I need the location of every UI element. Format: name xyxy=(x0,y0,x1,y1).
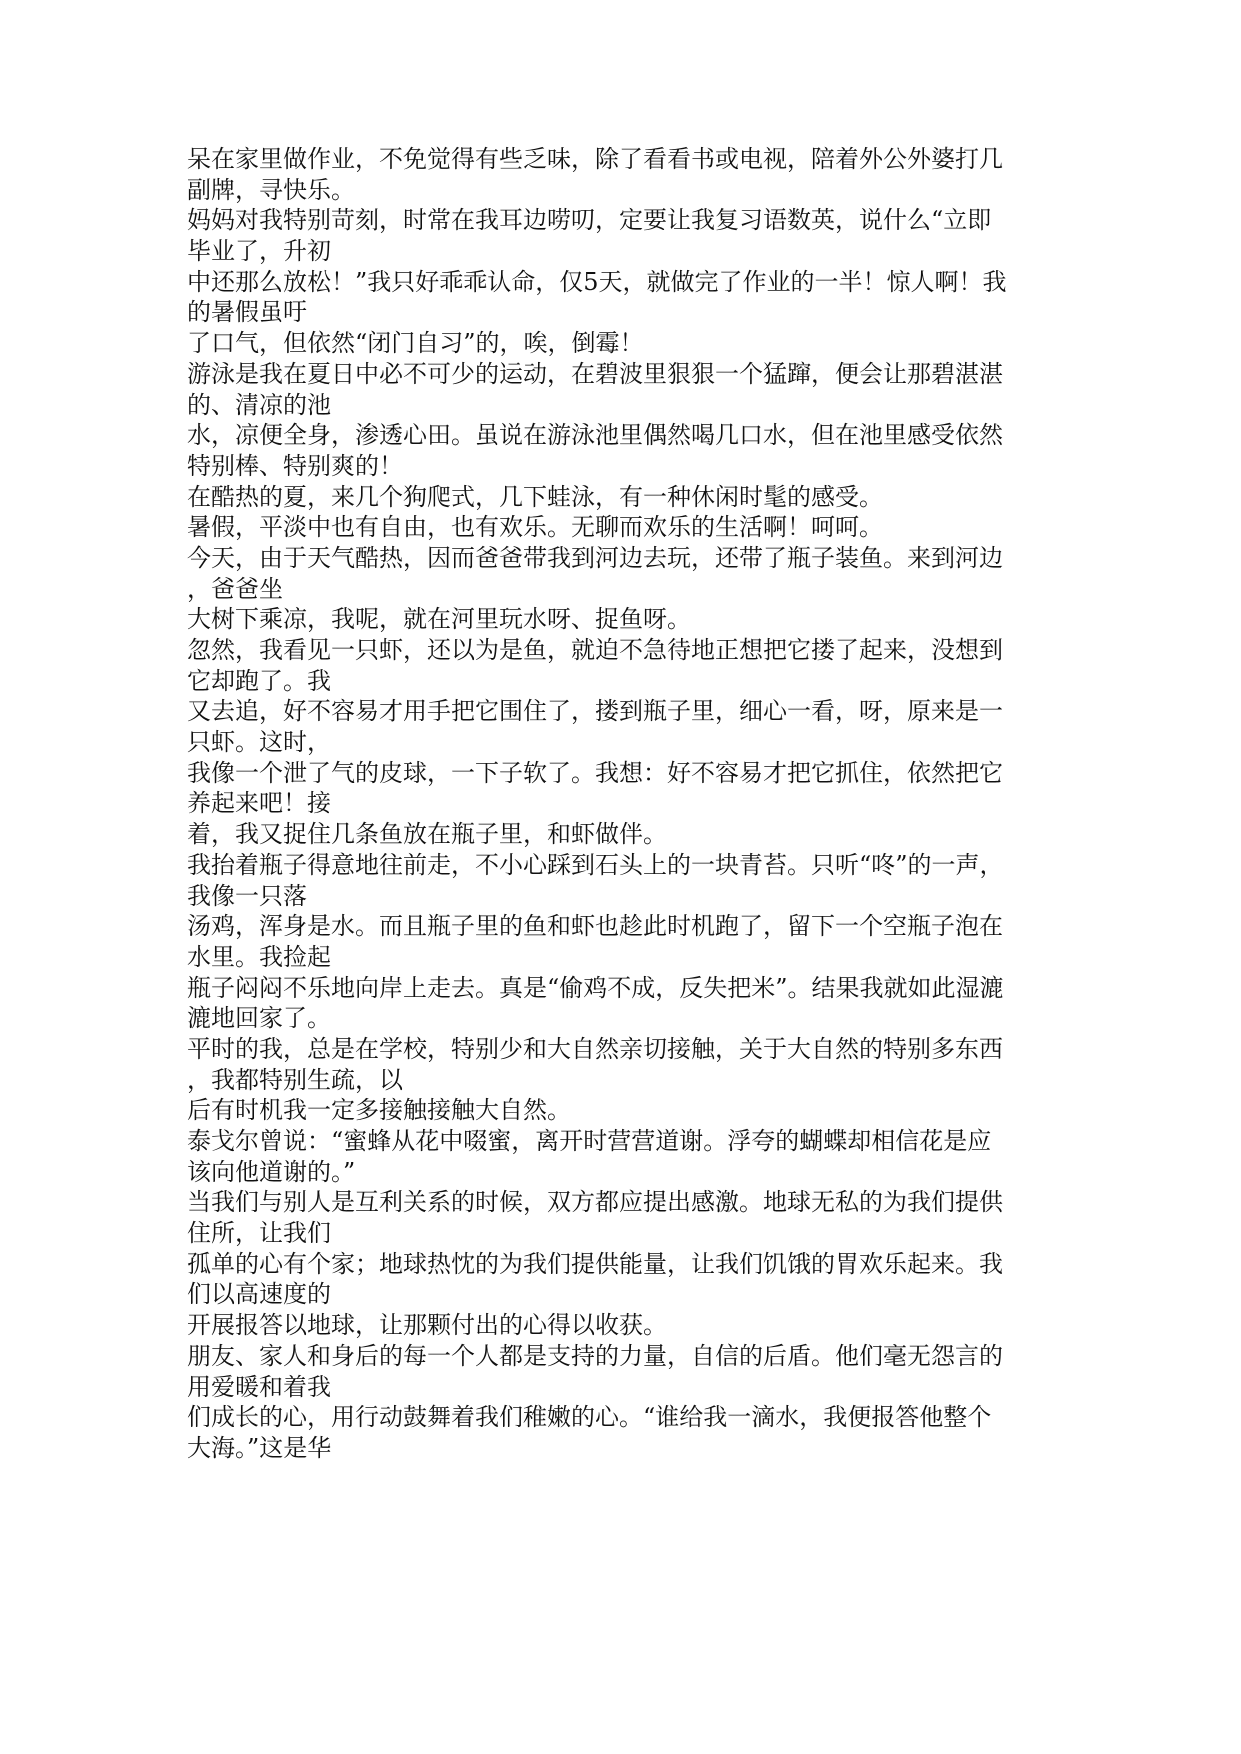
text-line: 住所，让我们 xyxy=(187,1219,331,1248)
text-line: 了口气，但依然“闭门自习”的，唉，倒霉！ xyxy=(187,329,644,358)
text-line: 当我们与别人是互利关系的时候，双方都应提出感激。地球无私的为我们提供 xyxy=(187,1188,1003,1217)
text-line: 在酷热的夏，来几个狗爬式，几下蛙泳，有一种休闲时髦的感受。 xyxy=(187,482,883,511)
text-line: 养起来吧！接 xyxy=(187,789,331,818)
document-body xyxy=(187,144,1057,1464)
text-line: 的、清凉的池 xyxy=(187,390,331,419)
text-line: 漉地回家了。 xyxy=(187,1004,331,1033)
text-line: 孤单的心有个家；地球热忱的为我们提供能量，让我们饥饿的胃欢乐起来。我 xyxy=(187,1249,1003,1278)
text-line: 水，凉便全身，渗透心田。虽说在游泳池里偶然喝几口水，但在池里感受依然 xyxy=(187,421,1003,450)
text-line: 汤鸡，浑身是水。而且瓶子里的鱼和虾也趁此时机跑了，留下一个空瓶子泡在 xyxy=(187,912,1003,941)
text-line: 特别棒、特别爽的！ xyxy=(187,451,403,480)
text-line: 的暑假虽吁 xyxy=(187,298,307,327)
text-line: 暑假，平淡中也有自由，也有欢乐。无聊而欢乐的生活啊！呵呵。 xyxy=(187,513,883,542)
text-line: 水里。我捡起 xyxy=(187,942,331,971)
text-line: 中还那么放松！”我只好乖乖认命，仅5天，就做完了作业的一半！惊人啊！我 xyxy=(187,267,1007,296)
text-line: 它却跑了。我 xyxy=(187,666,331,695)
text-line: 大树下乘凉，我呢，就在河里玩水呀、捉鱼呀。 xyxy=(187,605,691,634)
text-line: 妈妈对我特别苛刻，时常在我耳边唠叨，定要让我复习语数英，说什么“立即 xyxy=(187,206,992,235)
text-line: 毕业了，升初 xyxy=(187,237,331,266)
text-line: 用爱暖和着我 xyxy=(187,1372,331,1401)
text-line: 我抬着瓶子得意地往前走，不小心踩到石头上的一块青苔。只听“咚”的一声， xyxy=(187,850,1004,879)
text-line: 又去追，好不容易才用手把它围住了，搂到瓶子里，细心一看，呀，原来是一 xyxy=(187,697,1003,726)
text-line: 今天，由于天气酷热，因而爸爸带我到河边去玩，还带了瓶子装鱼。来到河边 xyxy=(187,543,1003,572)
text-line: 开展报答以地球，让那颗付出的心得以收获。 xyxy=(187,1311,667,1340)
text-line: ，爸爸坐 xyxy=(187,574,283,603)
text-line: 我像一个泄了气的皮球，一下子软了。我想：好不容易才把它抓住，依然把它 xyxy=(187,758,1003,787)
text-line: 瓶子闷闷不乐地向岸上走去。真是“偷鸡不成，反失把米”。结果我就如此湿漉 xyxy=(187,973,1004,1002)
text-line: 朋友、家人和身后的每一个人都是支持的力量，自信的后盾。他们毫无怨言的 xyxy=(187,1341,1003,1370)
text-line: ，我都特别生疏，以 xyxy=(187,1065,403,1094)
text-line: 忽然，我看见一只虾，还以为是鱼，就迫不急待地正想把它搂了起来，没想到 xyxy=(187,636,1003,664)
text-line: 大海。”这是华 xyxy=(187,1433,332,1462)
text-line: 后有时机我一定多接触接触大自然。 xyxy=(187,1096,571,1125)
text-line: 们成长的心，用行动鼓舞着我们稚嫩的心。“谁给我一滴水，我便报答他整个 xyxy=(187,1403,992,1432)
text-line: 们以高速度的 xyxy=(187,1280,331,1309)
text-line: 只虾。这时， xyxy=(187,728,331,757)
text-line: 游泳是我在夏日中必不可少的运动，在碧波里狠狠一个猛蹿，便会让那碧湛湛 xyxy=(187,359,1003,388)
text-line: 着，我又捉住几条鱼放在瓶子里，和虾做伴。 xyxy=(187,820,667,849)
text-line: 该向他道谢的。” xyxy=(187,1157,356,1186)
text-line: 我像一只落 xyxy=(187,881,307,910)
text-line: 呆在家里做作业，不免觉得有些乏味，除了看看书或电视，陪着外公外婆打几 xyxy=(187,145,1003,173)
text-line: 副牌，寻快乐。 xyxy=(187,175,355,204)
text-line: 泰戈尔曾说：“蜜蜂从花中啜蜜，离开时营营道谢。浮夸的蝴蝶却相信花是应 xyxy=(187,1127,992,1155)
text-line: 平时的我，总是在学校，特别少和大自然亲切接触，关于大自然的特别多东西 xyxy=(187,1034,1003,1063)
